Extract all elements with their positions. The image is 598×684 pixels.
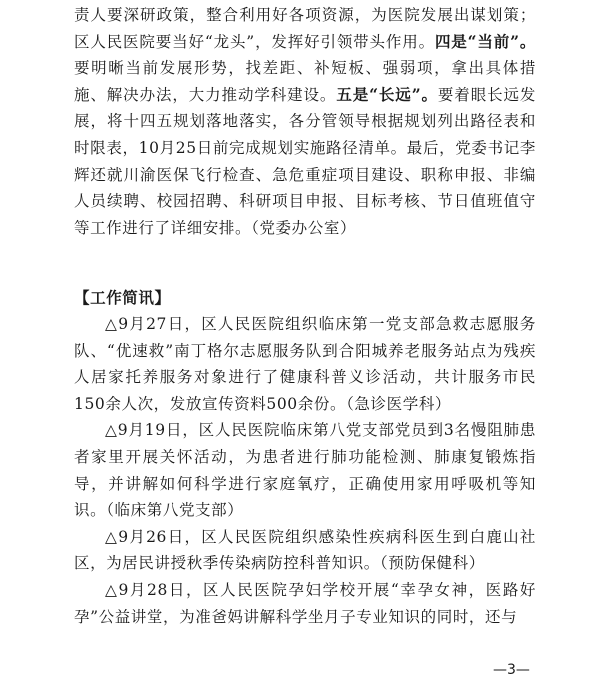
news-item: △9月28日，区人民医院孕妇学校开展“幸孕女神，医路好孕”公益讲堂，为准爸妈讲解科学坐月子专业知识的同时，还与 (74, 580, 536, 626)
paragraph-text: 要明晰当前发展形势，找差距、补短板、强弱项，拿出具体措施、解决办法，大力推动学科建设。 (74, 59, 536, 104)
news-item: △9月27日，区人民医院组织临床第一党支部急救志愿服务队、“优速救”南丁格尔志愿服务队到合阳城养老服务站点为残疾人居家托养服务对象进行了健康科普义诊活动，共计服务市民150余人次，发放宣传资料500余份。（急诊医学科） (74, 315, 536, 413)
section-title: 【工作简讯】 (74, 288, 171, 307)
paragraph-text: 要着眼长远发展，将十四五规划落地落实，各分管领导根据规划列出路径表和时限表，10月25日前完成规划实施路径清单。最后，党委书记李辉还就川渝医保飞行检查、急危重症项目建设、职称申报、非编人员续聘、校园招聘、科研项目申报、目标考核、节日值班值守等工作进行了详细安排。（党委办公室） (74, 85, 536, 237)
news-list (74, 311, 536, 630)
news-item: △9月19日，区人民医院临床第八党支部党员到3名慢阻肺患者家里开展关怀活动，为患者进行肺功能检测、肺康复锻炼指导，并讲解如何科学进行家庭氧疗，正确使用家用呼吸机等知识。（临床第八党支部） (74, 421, 536, 520)
point-four-heading: 四是“当前”。 (434, 31, 536, 51)
paragraph-text: 责人要深研政策，整合利用好各项资源，为医院发展出谋划策；区人民医院要当好“龙头”，发挥好引领带头作用。 (74, 6, 536, 51)
news-item: △9月26日，区人民医院组织感染性疾病科医生到白鹿山社区，为居民讲授秋季传染病防控科普知识。（预防保健科） (74, 527, 536, 573)
body-paragraph (74, 2, 536, 241)
page-number: —3— (493, 662, 530, 678)
point-five-heading: 五是“长远”。 (336, 84, 438, 104)
